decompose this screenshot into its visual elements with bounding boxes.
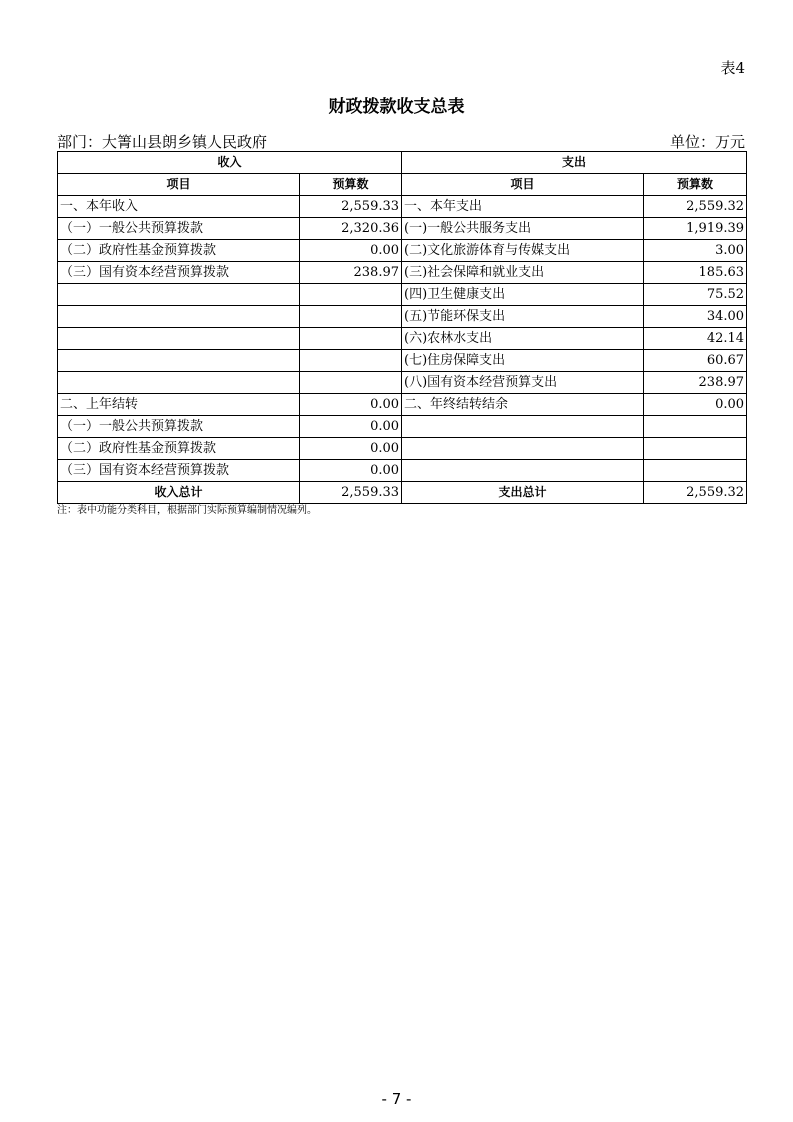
expense-total-value: 2,559.32 (644, 482, 747, 504)
income-value-cell: 0.00 (300, 416, 402, 438)
expense-value-cell: 0.00 (644, 394, 747, 416)
table-row (58, 196, 747, 218)
expense-item-cell: (六)农林水支出 (402, 328, 644, 350)
expense-budget-header: 预算数 (644, 174, 747, 196)
table-row (58, 350, 747, 372)
table-row (58, 284, 747, 306)
expense-value-cell: 2,559.32 (644, 196, 747, 218)
expense-item-cell: (五)节能环保支出 (402, 306, 644, 328)
income-item-cell: （二）政府性基金预算拨款 (58, 438, 300, 460)
income-item-header: 项目 (58, 174, 300, 196)
expense-item-cell: (二)文化旅游体育与传媒支出 (402, 240, 644, 262)
table-row (58, 372, 747, 394)
income-value-cell: 2,559.33 (300, 196, 402, 218)
expense-item-cell (402, 438, 644, 460)
income-budget-header: 预算数 (300, 174, 402, 196)
expense-item-cell: (八)国有资本经营预算支出 (402, 372, 644, 394)
income-item-cell: （三）国有资本经营预算拨款 (58, 460, 300, 482)
income-value-cell (300, 306, 402, 328)
expense-value-cell: 238.97 (644, 372, 747, 394)
income-value-cell: 2,320.36 (300, 218, 402, 240)
income-value-cell (300, 350, 402, 372)
income-item-cell: （二）政府性基金预算拨款 (58, 240, 300, 262)
income-item-cell: 一、本年收入 (58, 196, 300, 218)
income-value-cell: 0.00 (300, 240, 402, 262)
table-row (58, 306, 747, 328)
expense-item-cell (402, 416, 644, 438)
expense-item-header: 项目 (402, 174, 644, 196)
income-item-cell: （一）一般公共预算拨款 (58, 218, 300, 240)
expense-value-cell: 1,919.39 (644, 218, 747, 240)
expense-value-cell (644, 438, 747, 460)
table-row (58, 328, 747, 350)
expense-value-cell: 3.00 (644, 240, 747, 262)
expense-item-cell: 一、本年支出 (402, 196, 644, 218)
footnote: 注：表中功能分类科目，根据部门实际预算编制情况编列。 (57, 505, 317, 516)
expense-total-label: 支出总计 (402, 482, 644, 504)
table-row (58, 416, 747, 438)
income-item-cell (58, 350, 300, 372)
income-total-label: 收入总计 (58, 482, 300, 504)
expense-value-cell: 34.00 (644, 306, 747, 328)
expense-value-cell (644, 416, 747, 438)
column-header-row (58, 174, 747, 196)
income-item-cell: （三）国有资本经营预算拨款 (58, 262, 300, 284)
table-row (58, 240, 747, 262)
expense-value-cell: 185.63 (644, 262, 747, 284)
expense-value-cell: 42.14 (644, 328, 747, 350)
table-row (58, 218, 747, 240)
finance-table (57, 151, 747, 504)
income-value-cell: 0.00 (300, 394, 402, 416)
page-title: 财政拨款收支总表 (328, 97, 465, 117)
table-row (58, 460, 747, 482)
income-item-cell (58, 306, 300, 328)
income-value-cell (300, 372, 402, 394)
page-number: - 7 - (381, 1090, 412, 1108)
income-item-cell (58, 284, 300, 306)
income-item-cell: （一）一般公共预算拨款 (58, 416, 300, 438)
income-item-cell (58, 328, 300, 350)
expense-value-cell: 60.67 (644, 350, 747, 372)
unit-label: 单位：万元 (669, 133, 745, 151)
table-row (58, 394, 747, 416)
income-total-value: 2,559.33 (300, 482, 402, 504)
department-label: 部门：大箐山县朗乡镇人民政府 (57, 133, 268, 151)
income-header: 收入 (58, 152, 402, 174)
expense-item-cell (402, 460, 644, 482)
income-value-cell (300, 328, 402, 350)
expense-item-cell: (一)一般公共服务支出 (402, 218, 644, 240)
expense-item-cell: (七)住房保障支出 (402, 350, 644, 372)
table-row (58, 438, 747, 460)
expense-header: 支出 (402, 152, 747, 174)
income-value-cell: 0.00 (300, 460, 402, 482)
section-header-row (58, 152, 747, 174)
income-item-cell (58, 372, 300, 394)
income-value-cell (300, 284, 402, 306)
table-row (58, 262, 747, 284)
expense-value-cell (644, 460, 747, 482)
expense-value-cell: 75.52 (644, 284, 747, 306)
expense-item-cell: (四)卫生健康支出 (402, 284, 644, 306)
income-value-cell: 0.00 (300, 438, 402, 460)
income-item-cell: 二、上年结转 (58, 394, 300, 416)
expense-item-cell: 二、年终结转结余 (402, 394, 644, 416)
income-value-cell: 238.97 (300, 262, 402, 284)
table-number: 表4 (720, 59, 745, 77)
expense-item-cell: (三)社会保障和就业支出 (402, 262, 644, 284)
